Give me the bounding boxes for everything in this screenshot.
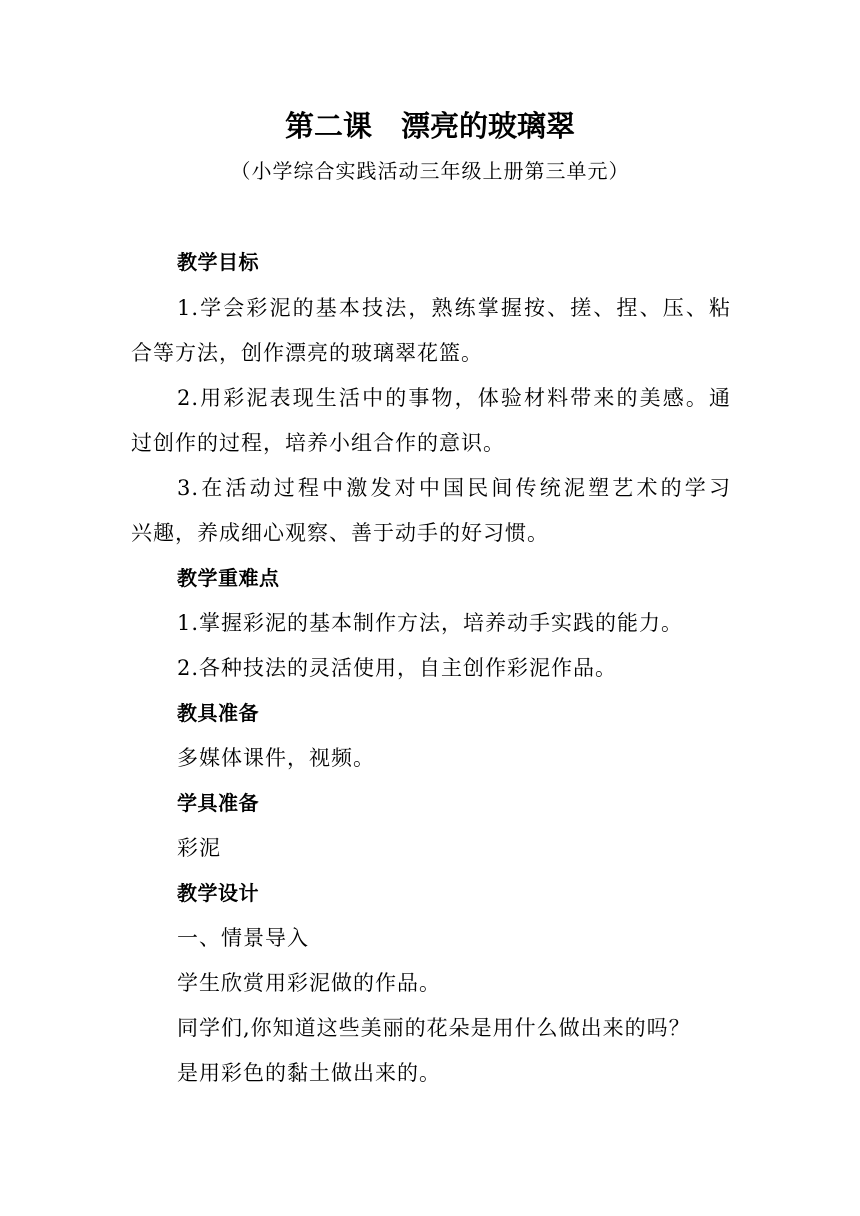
design-heading: 教学设计: [177, 881, 259, 905]
step-1-line-1: 学生欣赏用彩泥做的作品。: [177, 971, 441, 995]
goal-1-line-1: 1.学会彩泥的基本技法，熟练掌握按、搓、捏、压、粘: [177, 296, 731, 320]
goals-heading: 教学目标: [177, 250, 259, 274]
step-1-heading: 一、情景导入: [177, 926, 309, 950]
page-title: 第二课 漂亮的玻璃翠: [284, 109, 575, 143]
goal-3-line-1: 3.在活动过程中激发对中国民间传统泥塑艺术的学习: [177, 476, 731, 500]
student-prep-heading: 学具准备: [177, 791, 259, 815]
teacher-prep-heading: 教具准备: [177, 701, 259, 725]
goal-3-line-2: 兴趣，养成细心观察、善于动手的好习惯。: [131, 521, 549, 545]
teacher-prep-text: 多媒体课件，视频。: [177, 746, 375, 770]
goal-2-line-1: 2.用彩泥表现生活中的事物，体验材料带来的美感。通: [177, 386, 731, 410]
goal-1-line-2: 合等方法，创作漂亮的玻璃翠花篮。: [131, 341, 483, 365]
step-1-line-2: 同学们,你知道这些美丽的花朵是用什么做出来的吗？: [177, 1016, 691, 1040]
step-1-line-3: 是用彩色的黏土做出来的。: [177, 1061, 441, 1085]
goal-2-line-2: 过创作的过程，培养小组合作的意识。: [131, 431, 505, 455]
key-point-2: 2.各种技法的灵活使用，自主创作彩泥作品。: [177, 656, 618, 680]
key-points-heading: 教学重难点: [177, 566, 280, 590]
key-point-1: 1.掌握彩泥的基本制作方法，培养动手实践的能力。: [177, 611, 684, 635]
page-subtitle: （小学综合实践活动三年级上册第三单元）: [230, 159, 630, 183]
student-prep-text: 彩泥: [177, 836, 221, 860]
